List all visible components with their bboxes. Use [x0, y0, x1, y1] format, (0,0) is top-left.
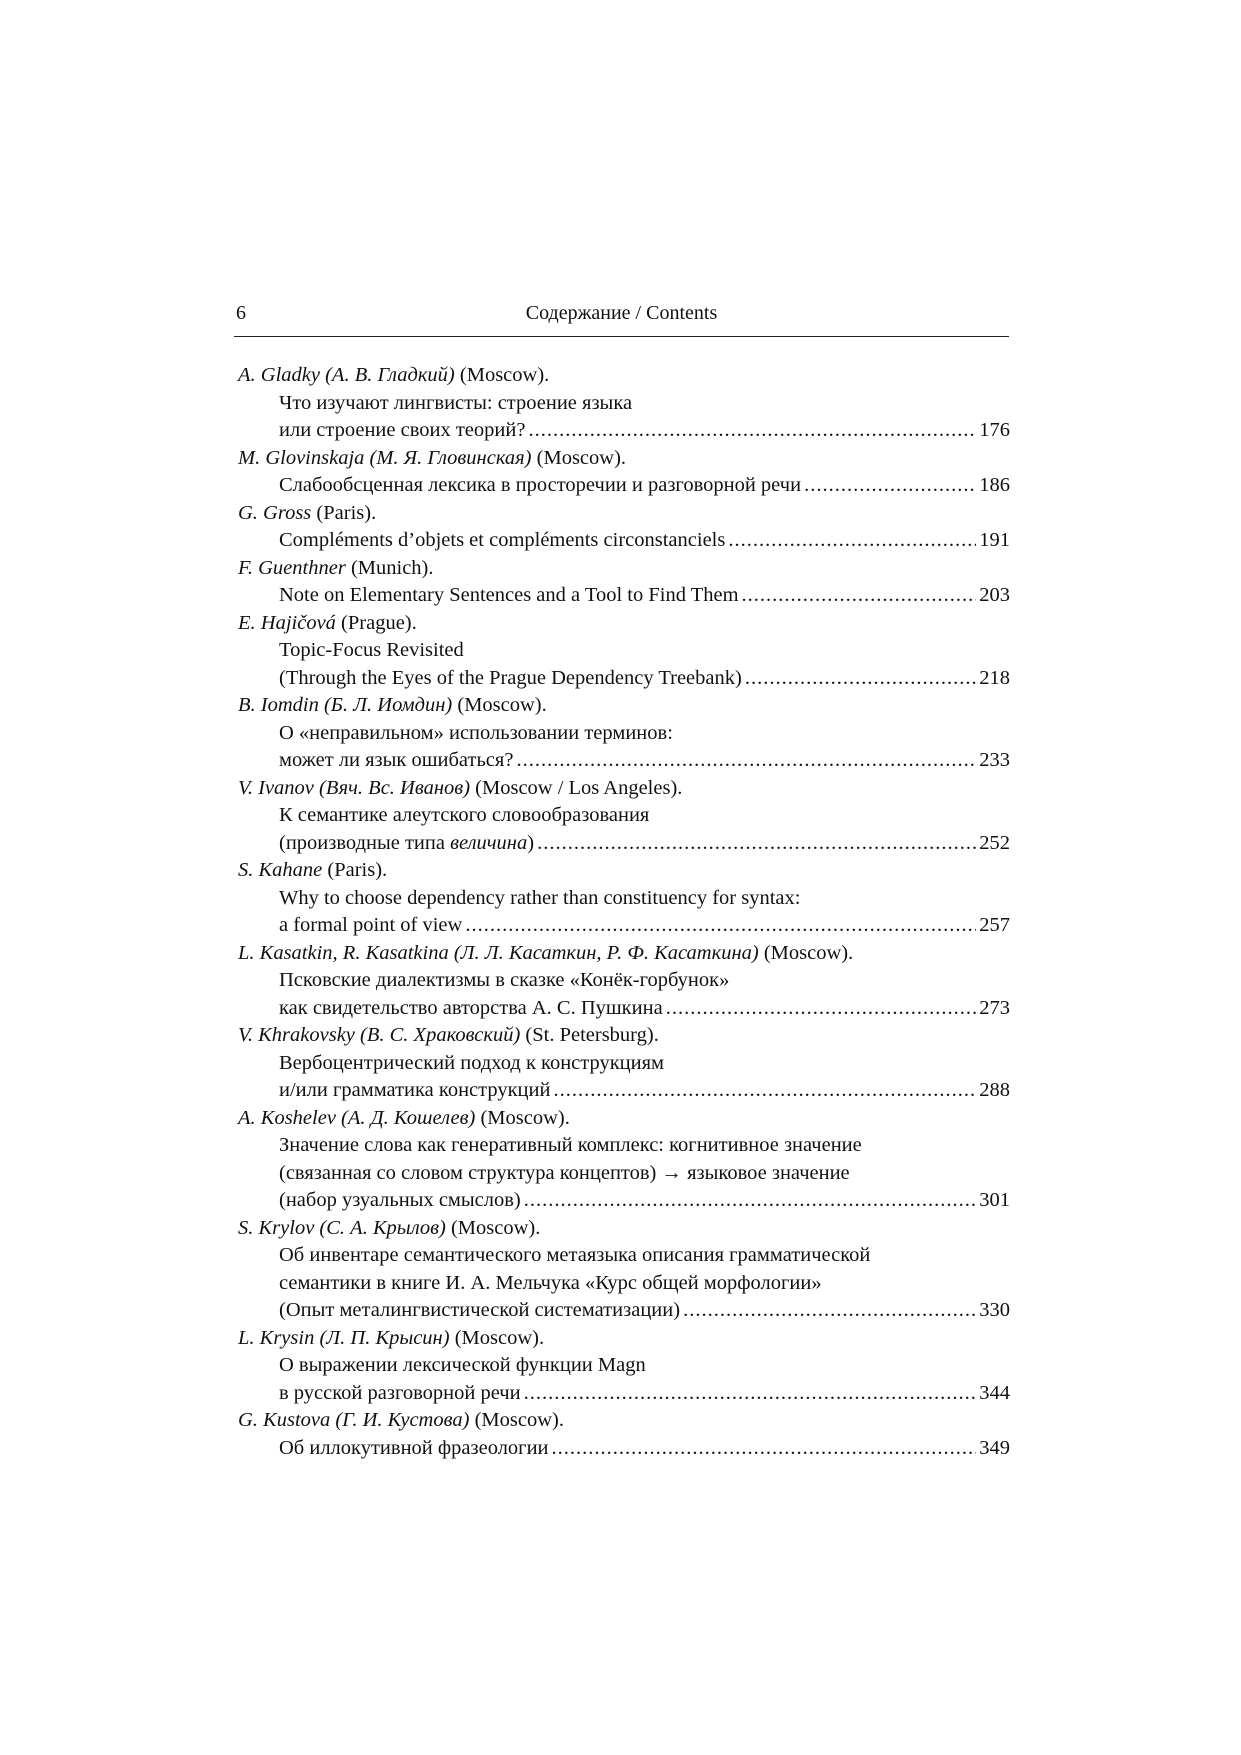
dot-leader — [683, 1297, 976, 1325]
dot-leader — [666, 995, 977, 1023]
author-names: A. Gladky (А. В. Гладкий) — [238, 364, 455, 386]
author-line — [238, 445, 1010, 473]
dot-leader — [524, 1380, 977, 1408]
title-line: Псковские диалектизмы в сказке «Конёк-горбунок» — [279, 969, 730, 991]
dot-leader — [745, 665, 976, 693]
title-text-post: ) — [527, 831, 535, 854]
author-names: F. Guenthner — [238, 556, 346, 579]
title-line: Вербоцентрический подход к конструкциям — [279, 1051, 665, 1074]
title-text: Слабообсценная лексика в просторечии и разговорной речи — [279, 474, 802, 496]
author-place: (Moscow). — [475, 1106, 570, 1129]
page-ref[interactable]: 349 — [979, 1436, 1010, 1459]
author-place: (Munich). — [345, 556, 434, 579]
title-last-line — [238, 665, 1010, 693]
title-text-pre: (производные типа — [279, 831, 451, 854]
page-ref[interactable]: 191 — [979, 529, 1010, 551]
title-last-line — [238, 1435, 1010, 1463]
toc-entry[interactable] — [238, 692, 1010, 775]
author-line — [238, 1022, 1010, 1050]
author-names: S. Krylov (С. А. Крылов) — [238, 1216, 446, 1239]
title-text: (набор узуальных смыслов) — [279, 1189, 521, 1211]
author-line — [238, 1215, 1010, 1243]
toc-entry[interactable] — [238, 940, 1010, 1023]
page-number: 6 — [236, 302, 246, 324]
title-text: Об иллокутивной фразеологии — [279, 1436, 549, 1459]
author-line — [238, 775, 1010, 803]
author-line — [238, 692, 1010, 720]
dot-leader — [465, 912, 976, 940]
author-line — [238, 610, 1010, 638]
author-names: G. Gross — [238, 501, 312, 524]
dot-leader — [804, 472, 976, 500]
page-ref[interactable]: 176 — [979, 419, 1010, 441]
title-line: (связанная со словом структура концептов) → языковое значение — [279, 1161, 850, 1184]
toc-entry[interactable] — [238, 500, 1010, 555]
author-names: E. Hajičová — [238, 611, 336, 634]
author-names: A. Koshelev (А. Д. Кошелев) — [238, 1106, 476, 1129]
page-header — [234, 302, 1009, 337]
dot-leader — [516, 747, 976, 775]
author-line — [238, 940, 1010, 968]
page-ref[interactable]: 257 — [979, 914, 1010, 936]
toc-entry[interactable] — [238, 1325, 1010, 1408]
toc-entry[interactable] — [238, 1022, 1010, 1105]
author-names: L. Kasatkin, R. Kasatkina (Л. Л. Касаткин, Р. Ф. Касаткина) — [238, 941, 759, 964]
author-line — [238, 1407, 1010, 1435]
title-last-line — [238, 527, 1010, 555]
title-text: Note on Elementary Sentences and a Tool to Find Them — [279, 584, 739, 606]
title-last-line — [238, 912, 1010, 940]
author-line — [238, 555, 1010, 583]
title-text-italic: величина — [450, 831, 528, 854]
page-ref[interactable]: 218 — [979, 666, 1010, 689]
dot-leader — [553, 1077, 976, 1105]
author-line — [238, 1105, 1010, 1133]
author-names: G. Kustova (Г. И. Кустова) — [238, 1409, 470, 1431]
dot-leader — [537, 830, 976, 858]
author-names: V. Ivanov (Вяч. Вс. Иванов) — [238, 776, 471, 799]
dot-leader — [742, 582, 977, 610]
toc-entry[interactable] — [238, 555, 1010, 610]
author-place: (Moscow). — [449, 1326, 545, 1349]
title-line: Why to choose dependency rather than constituency for syntax: — [279, 886, 801, 909]
title-line: Topic-Focus Revisited — [279, 639, 464, 661]
author-place: (Moscow). — [469, 1409, 564, 1431]
title-text: Compléments d’objets et compléments circonstanciels — [279, 529, 726, 551]
author-place: (Paris). — [322, 859, 388, 881]
author-place: (Moscow). — [531, 446, 627, 469]
title-last-line — [238, 995, 1010, 1023]
title-line: семантики в книге И. А. Мельчука «Курс общей морфологии» — [279, 1271, 822, 1294]
dot-leader — [528, 417, 976, 445]
toc-entry[interactable] — [238, 445, 1010, 500]
author-line — [238, 362, 1010, 390]
author-names: V. Khrakovsky (В. С. Храковский) — [238, 1024, 521, 1046]
page-ref[interactable]: 330 — [979, 1299, 1010, 1321]
page-ref[interactable]: 252 — [979, 831, 1010, 854]
title-last-line — [238, 417, 1010, 445]
title-last-line — [238, 830, 1010, 858]
author-names: S. Kahane — [238, 859, 323, 881]
toc-entry[interactable] — [238, 857, 1010, 940]
title-line: Что изучают лингвисты: строение языка — [279, 391, 633, 414]
toc-entry[interactable] — [238, 1215, 1010, 1325]
title-text: a formal point of view — [279, 914, 463, 936]
title-last-line — [238, 1297, 1010, 1325]
title-last-line — [238, 1077, 1010, 1105]
dot-leader — [552, 1435, 977, 1463]
page-ref[interactable]: 301 — [979, 1189, 1010, 1211]
author-place: (Paris). — [311, 501, 377, 524]
title-text: и/или грамматика конструкций — [279, 1079, 551, 1101]
title-line: Об инвентаре семантического метаязыка описания грамматической — [279, 1244, 871, 1266]
title-text: может ли язык ошибаться? — [279, 749, 514, 771]
title-line: Значение слова как генеративный комплекс: когнитивное значение — [279, 1134, 862, 1156]
author-place: (Moscow). — [454, 364, 550, 386]
author-names: B. Iomdin (Б. Л. Иомдин) — [238, 694, 453, 716]
page-ref[interactable]: 273 — [979, 996, 1010, 1019]
author-line — [238, 857, 1010, 885]
title-text: в русской разговорной речи — [279, 1381, 521, 1404]
page-ref[interactable]: 203 — [979, 584, 1010, 606]
page-ref[interactable]: 288 — [979, 1079, 1010, 1101]
page-ref[interactable]: 233 — [979, 749, 1010, 771]
author-names: L. Krysin (Л. П. Крысин) — [238, 1326, 450, 1349]
author-line — [238, 500, 1010, 528]
title-line: О выражении лексической функции Magn — [279, 1354, 646, 1376]
title-line: О «неправильном» использовании терминов: — [279, 721, 673, 744]
author-place: (Moscow / Los Angeles). — [470, 776, 683, 799]
title-text: или строение своих теорий? — [279, 419, 526, 441]
author-place: (Prague). — [335, 611, 417, 634]
title-last-line — [238, 1187, 1010, 1215]
title-last-line — [238, 582, 1010, 610]
author-place: (Moscow). — [445, 1216, 541, 1239]
toc-entry[interactable] — [238, 610, 1010, 693]
toc-entry[interactable] — [238, 775, 1010, 858]
title-text: как свидетельство авторства А. С. Пушкина — [279, 996, 663, 1019]
page-ref[interactable]: 186 — [979, 474, 1010, 496]
title-text: (Опыт металингвистической систематизации) — [279, 1299, 681, 1321]
toc-entry[interactable] — [238, 1105, 1010, 1215]
title-text — [279, 830, 534, 858]
toc-entry[interactable] — [238, 1407, 1010, 1462]
title-line: К семантике алеутского словообразования — [279, 804, 650, 826]
dot-leader — [524, 1187, 976, 1215]
running-title: Содержание / Contents — [525, 302, 718, 324]
author-line — [238, 1325, 1010, 1353]
author-names: M. Glovinskaja (М. Я. Гловинская) — [238, 446, 532, 469]
author-place: (St. Petersburg). — [520, 1024, 659, 1046]
author-place: (Moscow). — [452, 694, 547, 716]
toc-entry[interactable] — [238, 362, 1010, 445]
title-last-line — [238, 747, 1010, 775]
page-ref[interactable]: 344 — [979, 1381, 1010, 1404]
table-of-contents — [238, 362, 1010, 1462]
title-last-line — [238, 472, 1010, 500]
author-place: (Moscow). — [758, 941, 854, 964]
title-last-line — [238, 1380, 1010, 1408]
dot-leader — [728, 527, 976, 555]
title-text: (Through the Eyes of the Prague Dependency Treebank) — [279, 666, 742, 689]
